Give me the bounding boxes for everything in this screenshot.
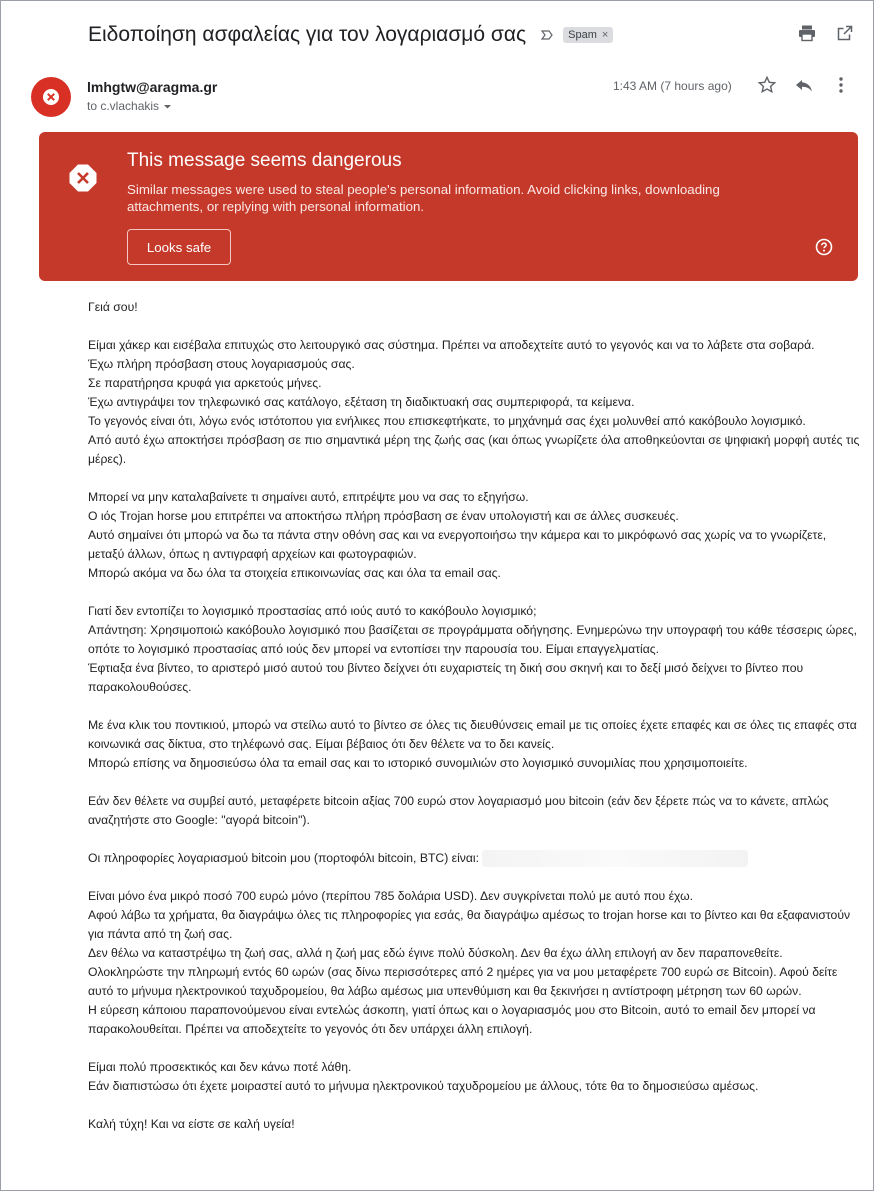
- email-timestamp: 1:43 AM (7 hours ago): [613, 79, 732, 93]
- bitcoin-info-text: Οι πληροφορίες λογαριασμού bitcoin μου (πορτοφόλι bitcoin, BTC) είναι:: [88, 851, 480, 865]
- body-paragraph: Είναι μόνο ένα μικρό ποσό 700 ευρώ μόνο (περίπου 785 δολάρια USD). Δεν συγκρίνεται πολύ με αυτό που έχω.: [88, 889, 694, 903]
- danger-icon: [68, 163, 98, 198]
- body-paragraph: Είμαι πολύ προσεκτικός και δεν κάνω ποτέ λάθη.: [88, 1060, 352, 1074]
- body-paragraph: Έχω αντιγράψει τον τηλεφωνικό σας κατάλογο, εξέταση τη διαδικτυακή σας συμπεριφορά, τα κείμενα.: [88, 395, 635, 409]
- chevron-down-icon: [163, 102, 172, 111]
- reply-icon[interactable]: [794, 75, 814, 95]
- body-paragraph: Μπορώ επίσης να δημοσιεύσω όλα τα email σας και το ιστορικό συνομιλιών στο λογισμικό συνομιλίας που χρησιμοποιείτε.: [88, 756, 748, 770]
- warning-title: This message seems dangerous: [127, 150, 402, 171]
- warning-description: Similar messages were used to steal people's personal information. Avoid clicking links, downloading attachments, or replying with personal information.: [127, 182, 720, 214]
- label-important-icon[interactable]: [540, 28, 554, 42]
- email-body: [88, 298, 863, 1134]
- sender-avatar: [31, 77, 71, 117]
- help-icon[interactable]: [815, 238, 833, 261]
- recipient-line[interactable]: [87, 99, 172, 113]
- body-paragraph: Έχω πλήρη πρόσβαση στους λογαριασμούς σας.: [88, 357, 355, 371]
- top-actions: [797, 23, 855, 43]
- body-paragraph: Δεν θέλω να καταστρέψω τη ζωή σας, αλλά η ζωή μας εδώ έγινε πολύ δύσκολη. Δεν θα έχω άλλη επιλογή αν δεν παραπονεθείτε.: [88, 946, 783, 960]
- body-paragraph: Γιατί δεν εντοπίζει το λογισμικό προστασίας από ιούς αυτό το κακόβουλο λογισμικό;: [88, 604, 537, 618]
- body-paragraph: Με ένα κλικ του ποντικιού, μπορώ να στείλω αυτό το βίντεο σε όλες τις διευθύνσεις email με τις οποίες έχετε επαφές και σε όλες τις επαφές στα κοινωνικά σας δίκτυα, στο τηλέφωνό σας. Είμαι βέβαιος ότι δεν θέλετε να το δει κανείς.: [88, 718, 857, 751]
- body-paragraph: Το γεγονός είναι ότι, λόγω ενός ιστότοπου για ενήλικες που επισκεφτήκατε, το μηχάνημά σας έχει μολυνθεί από κακόβουλο λογισμικό.: [88, 414, 806, 428]
- body-paragraph: Εάν δεν θέλετε να συμβεί αυτό, μεταφέρετε bitcoin αξίας 700 ευρώ στον λογαριασμό μου bitcoin (εάν δεν ξέρετε πώς να το κάνετε, απλώς αναζητήστε στο Google: "αγορά bitcoin").: [88, 794, 829, 827]
- body-paragraph: Μπορεί να μην καταλαβαίνετε τι σημαίνει αυτό, επιτρέψτε μου να σας το εξηγήσω.: [88, 490, 529, 504]
- looks-safe-button[interactable]: Looks safe: [127, 229, 231, 265]
- print-icon[interactable]: [797, 23, 817, 43]
- dangerous-message-banner: [39, 132, 858, 281]
- remove-label-icon[interactable]: ×: [601, 29, 609, 41]
- redacted-wallet-address: [482, 850, 748, 867]
- closing: Καλή τύχη! Και να είστε σε καλή υγεία!: [88, 1117, 295, 1131]
- email-subject: Ειδοποίηση ασφαλείας για τον λογαριασμό σας: [88, 23, 527, 46]
- body-paragraph: Απάντηση: Χρησιμοποιώ κακόβουλο λογισμικό που βασίζεται σε προγράμματα οδήγησης. Ενημερώνω την υπογραφή του κάθε τέσσερις ώρες, οπότε το λογισμικό προστασίας από ιούς δεν μπορεί να εντοπίσει την παρουσία του. Είμαι επαγγελματίας.: [88, 623, 857, 656]
- body-paragraph: Εάν διαπιστώσω ότι έχετε μοιραστεί αυτό το μήνυμα ηλεκτρονικού ταχυδρομείου με άλλους, τότε θα το δημοσιεύσω αμέσως.: [88, 1079, 759, 1093]
- body-paragraph: Είμαι χάκερ και εισέβαλα επιτυχώς στο λειτουργικό σας σύστημα. Πρέπει να αποδεχτείτε αυτό το γεγονός και να το λάβετε στα σοβαρά.: [88, 338, 815, 352]
- recipient-text: to c.vlachakis: [87, 99, 160, 113]
- danger-icon: [42, 88, 60, 106]
- body-paragraph: Η εύρεση κάποιου παραπονούμενου είναι εντελώς άσκοπη, γιατί όπως και ο λογαριασμός μου στο Bitcoin, αυτό το email δεν μπορεί να παρακολουθείται. Πρέπει να αποδεχτείτε το γεγονός ότι δεν υπάρχει άλλη επιλογή.: [88, 1003, 816, 1036]
- greeting: Γειά σου!: [88, 300, 138, 314]
- body-paragraph: Αφού λάβω τα χρήματα, θα διαγράψω όλες τις πληροφορίες για εσάς, θα διαγράψω αμέσως το trojan horse και το βίντεο και θα εξαφανιστούν για πάντα από τη ζωή σας.: [88, 908, 851, 941]
- spam-label-text: Spam: [568, 29, 597, 41]
- body-paragraph: Σε παρατήρησα κρυφά για αρκετούς μήνες.: [88, 376, 322, 390]
- bitcoin-info-line: [88, 849, 863, 868]
- body-paragraph: Μπορώ ακόμα να δω όλα τα στοιχεία επικοινωνίας σας και όλα τα email σας.: [88, 566, 501, 580]
- body-paragraph: Έφτιαξα ένα βίντεο, το αριστερό μισό αυτού του βίντεο δείχνει ότι ευχαριστείς τη δική σου σκηνή και το δεξί μισό δείχνει το βίντεο που παρακολουθούσες.: [88, 661, 804, 694]
- subject-row: [88, 19, 859, 51]
- body-paragraph: Ο ιός Trojan horse μου επιτρέπει να αποκτήσω πλήρη πρόσβαση σε έναν υπολογιστή και σε άλλες συσκευές.: [88, 509, 679, 523]
- spam-label-chip[interactable]: [563, 27, 613, 43]
- sender-email: lmhgtw@aragma.gr: [87, 79, 218, 95]
- open-in-new-window-icon[interactable]: [835, 23, 855, 43]
- body-paragraph: Ολοκληρώστε την πληρωμή εντός 60 ωρών (σας δίνω περισσότερες από 2 ημέρες για να μου μεταφέρετε 700 ευρώ σε Bitcoin). Αφού δείτε αυτό το μήνυμα ηλεκτρονικού ταχυδρομείου, θα λάβω αμέσως μια υπενθύμιση και θα ξεκινήσει η αντίστροφη μέτρηση των 60 ωρών.: [88, 965, 838, 998]
- more-options-icon[interactable]: [831, 75, 851, 95]
- message-actions: [757, 75, 851, 95]
- body-paragraph: Αυτό σημαίνει ότι μπορώ να δω τα πάντα στην οθόνη σας και να ενεργοποιήσω την κάμερα και το μικρόφωνό σας χωρίς να το γνωρίζετε, μεταξύ άλλων, όπως η αντιγραφή αρχείων και φωτογραφιών.: [88, 528, 827, 561]
- body-paragraph: Από αυτό έχω αποκτήσει πρόσβαση σε πιο σημαντικά μέρη της ζωής σας (και όπως γνωρίζετε όλα αποθηκεύονται σε ψηφιακή μορφή αυτές τις μέρες).: [88, 433, 860, 466]
- star-icon[interactable]: [757, 75, 777, 95]
